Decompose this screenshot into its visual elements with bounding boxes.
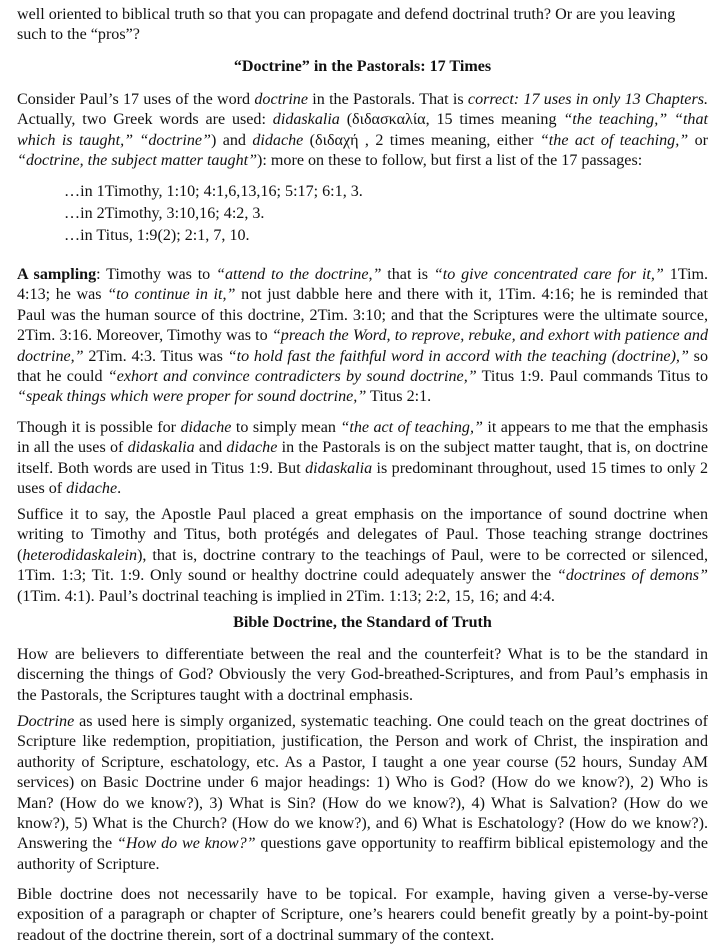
italic-run: didache [66, 480, 118, 498]
intro-line-2: such to the “pros”? [17, 26, 140, 44]
italic-run: didache [226, 439, 278, 457]
passage-item-titus: …in Titus, 1:9(2); 2:1, 7, 10. [64, 227, 250, 244]
section-heading-standard-of-truth: Bible Doctrine, the Standard of Truth [233, 614, 492, 631]
italic-run: doctrine [254, 91, 308, 108]
text-run: ) and [210, 131, 253, 149]
text-run: as used here is simply organized, systematic teaching. One could teach on the great doctrines of Scripture like redemption, propitiation, justification, the Person and work of Christ, the inspiration and authority of Scripture, eschatology, etc. As a Pastor, I taught a one year course (52 hours, Sunday AM services) on Basic Doctrine under 6 major headings: 1) Who is God? (How do we know?), 2) Who is Man? (How do we know?), 3) What is Sin? (How do we know?), 4) What is Salvation? (How do we know?), 5) What is the Church? (How do we know?), and 6) What is Eschatology? (How do we know?). Answering the [17, 713, 708, 853]
italic-run: didaskalia [305, 459, 373, 477]
italic-run: “the teaching,” “that which is taught,” “doctrine” [17, 111, 708, 149]
text-run: ), that is, doctrine contrary to the teachings of Paul, were to be corrected or silenced, 1Tim. 1:3; Tit. 1:9. Only sound or healthy doctrine could adequately answer the [17, 546, 708, 585]
passage-item-1timothy: …in 1Timothy, 1:10; 4:1,6,13,16; 5:17; 6:1, 3. [64, 183, 363, 200]
italic-run: “to hold fast the faithful word in accord with the teaching (doctrine),” [227, 347, 689, 365]
text-run: it appears to me that the emphasis in all the uses of [17, 419, 708, 457]
text-run: ): more on these to follow, but first a list of the 17 passages: [257, 152, 643, 170]
italic-run: didache [180, 419, 232, 436]
passage-list [64, 181, 704, 247]
italic-run: didache [252, 131, 304, 149]
text-run: and [194, 439, 227, 457]
italic-run: “the act of teaching,” [340, 419, 483, 436]
italic-run: “the act of teaching,” [539, 131, 689, 149]
text-run: that is [381, 266, 434, 283]
paragraph-doctrine-uses [17, 90, 708, 172]
paragraph-not-topical: Bible doctrine does not necessarily have to be topical. For example, having given a verse-by-verse exposition of a paragraph or chapter of Scripture, one’s hearers could benefit greatly by a point-by-point readout of the doctrine therein, sort of a doctrinal summary of the context. [17, 886, 708, 944]
italic-run: didaskalia [272, 111, 340, 129]
text-run: in the Pastorals is on the subject matter taught, that is, on doctrine itself. Both words are used in Titus 1:9. But [17, 439, 708, 477]
text-run: Suffice it to say, the Apostle Paul placed a great emphasis on the importance of sound doctrine when writing to Timothy and Titus, both protégés and delegates of Paul. Those teaching strange doctrines ( [17, 506, 708, 564]
text-run: Though it is possible for [17, 419, 181, 436]
italic-run: “How do we know?” [116, 835, 256, 853]
text-run: (1Tim. 4:1). Paul’s doctrinal teaching is implied in 2Tim. 1:13; 2:2, 15, 16; and 4:4. [17, 587, 555, 605]
text-run: 1Tim. 4:13; he was [17, 266, 709, 304]
text-run: . [117, 480, 122, 498]
bold-run: A sampling [17, 266, 97, 283]
italic-run: “doctrines of demons” [556, 567, 708, 585]
text-run: (διδασκαλία, 15 times meaning [339, 111, 564, 129]
text-run: Actually, two Greek words are used: [17, 111, 273, 129]
text-run: 2Tim. 4:3. Titus was [83, 347, 228, 365]
paragraph-doctrine-defined [17, 712, 708, 875]
text-run: is predominant throughout, used 15 times to only 2 uses of [17, 459, 708, 498]
italic-run: didaskalia [127, 439, 195, 457]
text-run: or [688, 131, 708, 149]
text-run: questions gave opportunity to reaffirm biblical epistemology and the authority of Scripture. [17, 835, 708, 873]
italic-run: “to continue in it,” [107, 286, 236, 304]
italic-run: “exhort and convince contradicters by sound doctrine,” [107, 368, 477, 386]
text-run: Titus 1:9. Paul commands Titus to [476, 368, 708, 386]
italic-run: Doctrine [17, 713, 75, 730]
italic-run: correct: 17 uses in only 13 Chapters. [467, 91, 708, 108]
italic-run: heterodidaskalein [22, 546, 138, 564]
text-run: to simply mean [231, 419, 341, 436]
text-run: Titus 2:1. [366, 388, 432, 406]
paragraph-sampling [17, 265, 708, 408]
passage-item-2timothy: …in 2Timothy, 3:10,16; 4:2, 3. [64, 205, 265, 222]
text-run: in the Pastorals. That is [308, 91, 468, 108]
italic-run: “doctrine, the subject matter taught” [17, 152, 258, 170]
text-run: : Timothy was to [96, 266, 217, 283]
italic-run: “speak things which were proper for sound doctrine,” [17, 388, 367, 406]
italic-run: “to give concentrated care for it,” [433, 266, 664, 283]
section-heading-doctrine-pastorals: “Doctrine” in the Pastorals: 17 Times [233, 58, 492, 75]
intro-paragraph [17, 5, 708, 46]
paragraph-suffice [17, 505, 708, 607]
italic-run: “preach the Word, to reprove, rebuke, and exhort with patience and doctrine,” [17, 327, 708, 365]
text-run: so that he could [17, 347, 708, 386]
intro-line-1: well oriented to biblical truth so that you can propagate and defend doctrinal truth? Or are you leaving [17, 6, 676, 23]
paragraph-didache [17, 418, 708, 500]
italic-run: “attend to the doctrine,” [216, 266, 382, 283]
text-run: Consider Paul’s 17 uses of the word [17, 91, 255, 108]
paragraph-believers: How are believers to differentiate between the real and the counterfeit? What is to be the standard in discerning the things of God? Obviously the very God-breathed-Scriptures, and from Paul’s emphasis in the Pastorals, the Scriptures taught with a doctrinal emphasis. [17, 646, 708, 704]
text-run: (διδαχή , 2 times meaning, either [303, 131, 540, 149]
text-run: not just dabble here and there with it, 1Tim. 4:16; he is reminded that Paul was the human source of this doctrine, 2Tim. 3:10; and that the Scriptures were the ultimate source, 2Tim. 3:16. Moreover, Timothy was to [17, 286, 708, 345]
